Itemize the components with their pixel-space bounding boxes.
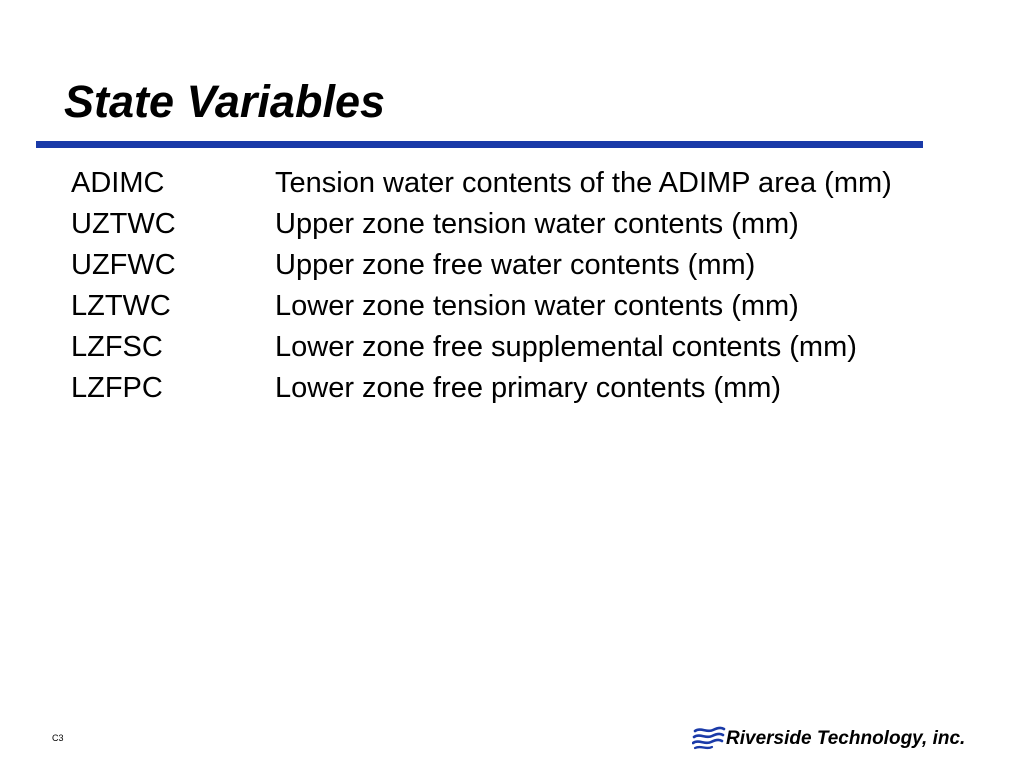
variable-code: UZTWC bbox=[71, 208, 176, 240]
company-name: Riverside Technology, inc. bbox=[726, 728, 966, 749]
variable-row bbox=[71, 204, 892, 245]
variable-description: Tension water contents of the ADIMP area (mm) bbox=[275, 167, 892, 199]
variable-code: LZTWC bbox=[71, 290, 171, 322]
variable-code: LZFSC bbox=[71, 331, 163, 363]
variable-row bbox=[71, 327, 892, 368]
company-branding bbox=[692, 722, 965, 756]
variable-row bbox=[71, 163, 892, 204]
slide-title: State Variables bbox=[64, 76, 385, 127]
state-variable-list bbox=[71, 163, 892, 409]
variable-row bbox=[71, 245, 892, 286]
variable-row bbox=[71, 368, 892, 409]
variable-description: Lower zone free primary contents (mm) bbox=[275, 372, 782, 404]
variable-description: Upper zone free water contents (mm) bbox=[275, 249, 756, 281]
slide-number: C3 bbox=[52, 733, 64, 743]
variable-description: Lower zone tension water contents (mm) bbox=[275, 290, 799, 322]
wave-logo-icon bbox=[692, 726, 726, 752]
variable-description: Lower zone free supplemental contents (mm) bbox=[275, 331, 857, 363]
variable-code: LZFPC bbox=[71, 372, 163, 404]
variable-code: UZFWC bbox=[71, 249, 176, 281]
title-divider bbox=[36, 141, 923, 148]
variable-row bbox=[71, 286, 892, 327]
variable-description: Upper zone tension water contents (mm) bbox=[275, 208, 799, 240]
variable-code: ADIMC bbox=[71, 167, 165, 199]
